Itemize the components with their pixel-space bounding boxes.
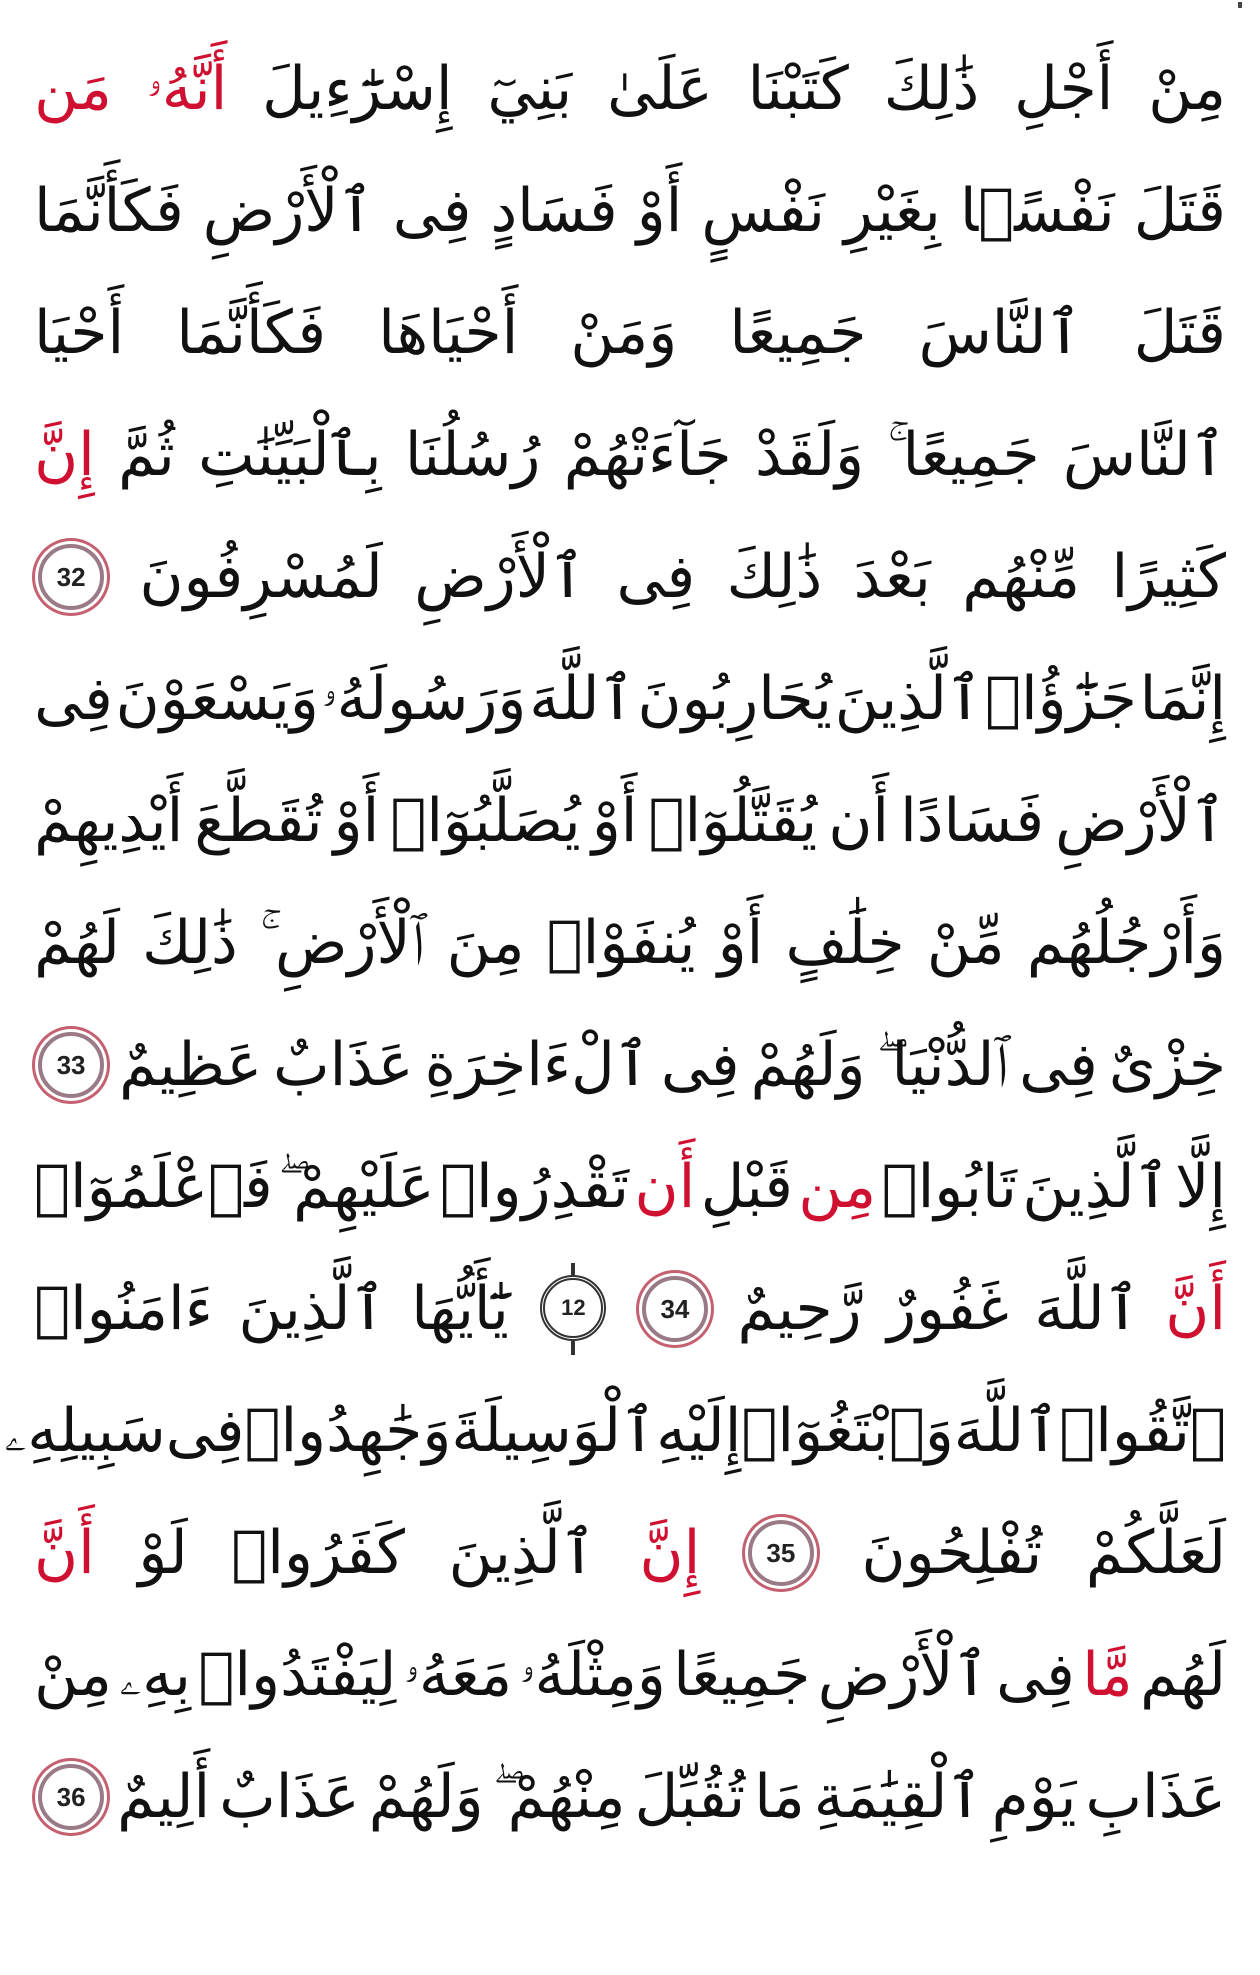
word: مِن bbox=[798, 1152, 877, 1222]
word: ٱتَّقُوا۟ bbox=[1059, 1396, 1226, 1466]
word: يُنفَوْا۟ bbox=[546, 908, 696, 978]
word: ٱلْأَرْضِ bbox=[414, 542, 586, 612]
word: ٱلَّذِينَ bbox=[238, 1274, 386, 1344]
word: ٱلْأَرْضِ bbox=[1055, 786, 1226, 856]
word: لِيَفْتَدُوا۟ bbox=[198, 1640, 397, 1710]
word: وَلَهُمْ bbox=[750, 1030, 866, 1100]
word: أَوْ bbox=[591, 786, 638, 856]
verse-line bbox=[34, 882, 1226, 1004]
word: تُقَطَّعَ bbox=[194, 786, 323, 856]
word: جَزَٰٓؤُا۟ bbox=[984, 664, 1137, 734]
word: أَن bbox=[828, 786, 890, 856]
word: مَا bbox=[754, 1762, 805, 1832]
word: ٱلنَّاسَ bbox=[1062, 420, 1226, 490]
verse-line bbox=[34, 1248, 1226, 1370]
word: ٱللَّهَ bbox=[953, 1396, 1060, 1466]
word: إِسْرَٰٓءِيلَ bbox=[262, 54, 453, 124]
word: وَيَسْعَوْنَ bbox=[115, 664, 319, 734]
word: وَمِثْلَهُۥ bbox=[519, 1640, 666, 1710]
word: بِٱلْبَيِّنَٰتِ bbox=[198, 420, 382, 490]
word: وَمَنْ bbox=[570, 298, 678, 368]
word: فِى bbox=[1019, 1030, 1098, 1100]
word: بِهِۦ bbox=[119, 1640, 191, 1710]
word: فَكَأَنَّمَا bbox=[34, 176, 184, 246]
word: أَنَّ bbox=[34, 1518, 95, 1588]
word: مَعَهُۥ bbox=[403, 1640, 513, 1710]
word: يُقَتَّلُوٓا۟ bbox=[648, 786, 818, 856]
word: ٱلْأَرْضِ ۚ bbox=[259, 908, 425, 978]
word: ٱلْقِيَٰمَةِ bbox=[813, 1762, 983, 1832]
word: عَذَابٌ bbox=[219, 1762, 360, 1832]
word: أَوْ bbox=[717, 908, 764, 978]
word: وَلَقَدْ bbox=[754, 420, 865, 490]
hizb-number: 12 bbox=[540, 1275, 606, 1341]
word: كَفَرُوا۟ bbox=[231, 1518, 405, 1588]
word: مِنْ bbox=[1148, 54, 1226, 124]
word: يُحَارِبُونَ bbox=[637, 664, 832, 734]
word: خِلَٰفٍ bbox=[785, 908, 905, 978]
word: إِنَّ bbox=[639, 1518, 701, 1588]
word: لَهُمْ bbox=[34, 908, 120, 978]
verse-lines bbox=[4, 28, 1226, 1858]
word: لَمُسْرِفُونَ bbox=[139, 542, 383, 612]
verse-line bbox=[34, 760, 1226, 882]
word: رَّحِيمٌ bbox=[737, 1274, 862, 1344]
word: فِى bbox=[165, 1396, 245, 1466]
word: أَلِيمٌ bbox=[117, 1762, 211, 1832]
ayah-number-marker: 33 bbox=[38, 1032, 104, 1098]
word: ٱللَّهَ bbox=[529, 664, 635, 734]
word: عَظِيمٌ bbox=[119, 1030, 263, 1100]
word: ذَٰلِكَ bbox=[142, 908, 238, 978]
word: ذَٰلِكَ bbox=[726, 542, 823, 612]
word: تَابُوا۟ bbox=[881, 1152, 1017, 1222]
word: يُصَلَّبُوٓا۟ bbox=[390, 786, 581, 856]
verse-line bbox=[34, 1126, 1226, 1248]
word: فَٱعْلَمُوٓا۟ bbox=[34, 1152, 273, 1222]
verse-line bbox=[4, 1370, 1226, 1492]
word: ٱلَّذِينَ bbox=[1022, 1152, 1170, 1222]
word: عَلَيْهِمْ ۖ bbox=[278, 1152, 435, 1222]
word: إِنَّمَا bbox=[1139, 664, 1226, 734]
word: إِلَيْهِ bbox=[656, 1396, 742, 1466]
word: نَفْسٍ bbox=[701, 176, 825, 246]
word: لَعَلَّكُمْ bbox=[1085, 1518, 1226, 1588]
word: تُقُبِّلَ bbox=[634, 1762, 746, 1832]
word: فِى bbox=[660, 1030, 740, 1100]
word: أَوْ bbox=[333, 786, 380, 856]
word: وَلَهُمْ bbox=[368, 1762, 484, 1832]
word: إِنَّ bbox=[34, 420, 95, 490]
word: مِّنْهُم bbox=[962, 542, 1081, 612]
verse-line bbox=[34, 1492, 1226, 1614]
word: سَبِيلِهِۦ bbox=[4, 1396, 166, 1466]
word: وَجَٰهِدُوا۟ bbox=[244, 1396, 452, 1466]
verse-line bbox=[34, 150, 1226, 272]
ayah-number-marker: 34 bbox=[642, 1276, 708, 1342]
word: أَن bbox=[634, 1152, 696, 1222]
word: أَنَّ bbox=[1165, 1274, 1226, 1344]
word: جَمِيعًا bbox=[729, 298, 867, 368]
word: فَسَادٍ bbox=[490, 176, 618, 246]
verse-line bbox=[34, 516, 1226, 638]
word: كَثِيرًا bbox=[1111, 542, 1226, 612]
word: فَكَأَنَّمَا bbox=[176, 298, 327, 368]
word: مِنْ bbox=[34, 1640, 112, 1710]
word: وَأَرْجُلُهُم bbox=[1026, 908, 1226, 978]
word: فِى bbox=[616, 542, 696, 612]
verse-line bbox=[34, 394, 1226, 516]
word: خِزْىٌ bbox=[1108, 1030, 1226, 1100]
verse-line bbox=[34, 272, 1226, 394]
word: تَقْدِرُوا۟ bbox=[439, 1152, 630, 1222]
word: لَهُم bbox=[1140, 1640, 1226, 1710]
word: مِنَ bbox=[446, 908, 525, 978]
word: إِلَّا bbox=[1175, 1152, 1226, 1222]
word: بِغَيْرِ bbox=[843, 176, 941, 246]
word: عَذَابِ bbox=[1085, 1762, 1226, 1832]
word: أَجْلِ bbox=[1014, 54, 1114, 124]
word: وَٱبْتَغُوٓا۟ bbox=[741, 1396, 954, 1466]
word: قَتَلَ bbox=[1133, 298, 1226, 368]
word: وَرَسُولَهُۥ bbox=[321, 664, 527, 734]
word: ثُمَّ bbox=[118, 420, 175, 490]
word: مَّا bbox=[1082, 1640, 1133, 1710]
word: ٱلنَّاسَ bbox=[918, 298, 1082, 368]
word: كَتَبْنَا bbox=[747, 54, 849, 124]
ayah-number-marker: 35 bbox=[748, 1520, 814, 1586]
verse-line bbox=[34, 638, 1226, 760]
word: فِى bbox=[34, 664, 113, 734]
word: ٱلْأَرْضِ bbox=[817, 1640, 989, 1710]
word: ٱلْأَرْضِ bbox=[202, 176, 374, 246]
verse-line bbox=[34, 1614, 1226, 1736]
word: ٱلدُّنْيَا ۖ bbox=[876, 1030, 1009, 1100]
word: لَوْ bbox=[138, 1518, 188, 1588]
verse-line bbox=[34, 28, 1226, 150]
word: غَفُورٌ bbox=[887, 1274, 1009, 1344]
word: عَذَابٌ bbox=[273, 1030, 414, 1100]
word: نَفْسًۢا bbox=[959, 176, 1115, 246]
word: ٱللَّهَ bbox=[1034, 1274, 1140, 1344]
word: يَوْمِ bbox=[991, 1762, 1077, 1832]
word: أَحْيَا bbox=[34, 298, 125, 368]
word: مَن bbox=[34, 54, 112, 124]
word: أَحْيَاهَا bbox=[378, 298, 519, 368]
word: جَمِيعًا bbox=[673, 1640, 811, 1710]
word: ءَامَنُوا۟ bbox=[34, 1274, 213, 1344]
ayah-number-marker: 36 bbox=[38, 1764, 104, 1830]
word: ذَٰلِكَ bbox=[883, 54, 980, 124]
page-corner-mark bbox=[1238, 2, 1242, 8]
word: بَعْدَ bbox=[853, 542, 931, 612]
word: قَتَلَ bbox=[1133, 176, 1226, 246]
word: يَٰٓأَيُّهَا bbox=[411, 1274, 509, 1344]
word: تُفْلِحُونَ bbox=[861, 1518, 1043, 1588]
verse-line bbox=[34, 1736, 1226, 1858]
word: مِنْهُمْ ۖ bbox=[492, 1762, 626, 1832]
word: فِى bbox=[996, 1640, 1075, 1710]
word: فَسَادًا bbox=[900, 786, 1045, 856]
word: فِى bbox=[392, 176, 472, 246]
word: بَنِيٓ bbox=[487, 54, 573, 124]
word: ٱلْءَاخِرَةِ bbox=[424, 1030, 650, 1100]
hizb-marker-icon bbox=[540, 1263, 606, 1355]
word: ٱلَّذِينَ bbox=[834, 664, 983, 734]
word: عَلَىٰ bbox=[607, 54, 713, 124]
word: ٱلَّذِينَ bbox=[448, 1518, 596, 1588]
verse-line bbox=[34, 1004, 1226, 1126]
word: جَآءَتْهُمْ bbox=[563, 420, 732, 490]
word: قَبْلِ bbox=[700, 1152, 793, 1222]
word: أَوْ bbox=[636, 176, 683, 246]
ayah-number-marker: 32 bbox=[38, 544, 104, 610]
word: مِّنْ bbox=[926, 908, 1005, 978]
word: أَنَّهُۥ bbox=[146, 54, 228, 124]
word: رُسُلُنَا bbox=[404, 420, 541, 490]
word: جَمِيعًا ۚ bbox=[887, 420, 1040, 490]
word: أَيْدِيهِمْ bbox=[34, 786, 184, 856]
word: ٱلْوَسِيلَةَ bbox=[451, 1396, 657, 1466]
